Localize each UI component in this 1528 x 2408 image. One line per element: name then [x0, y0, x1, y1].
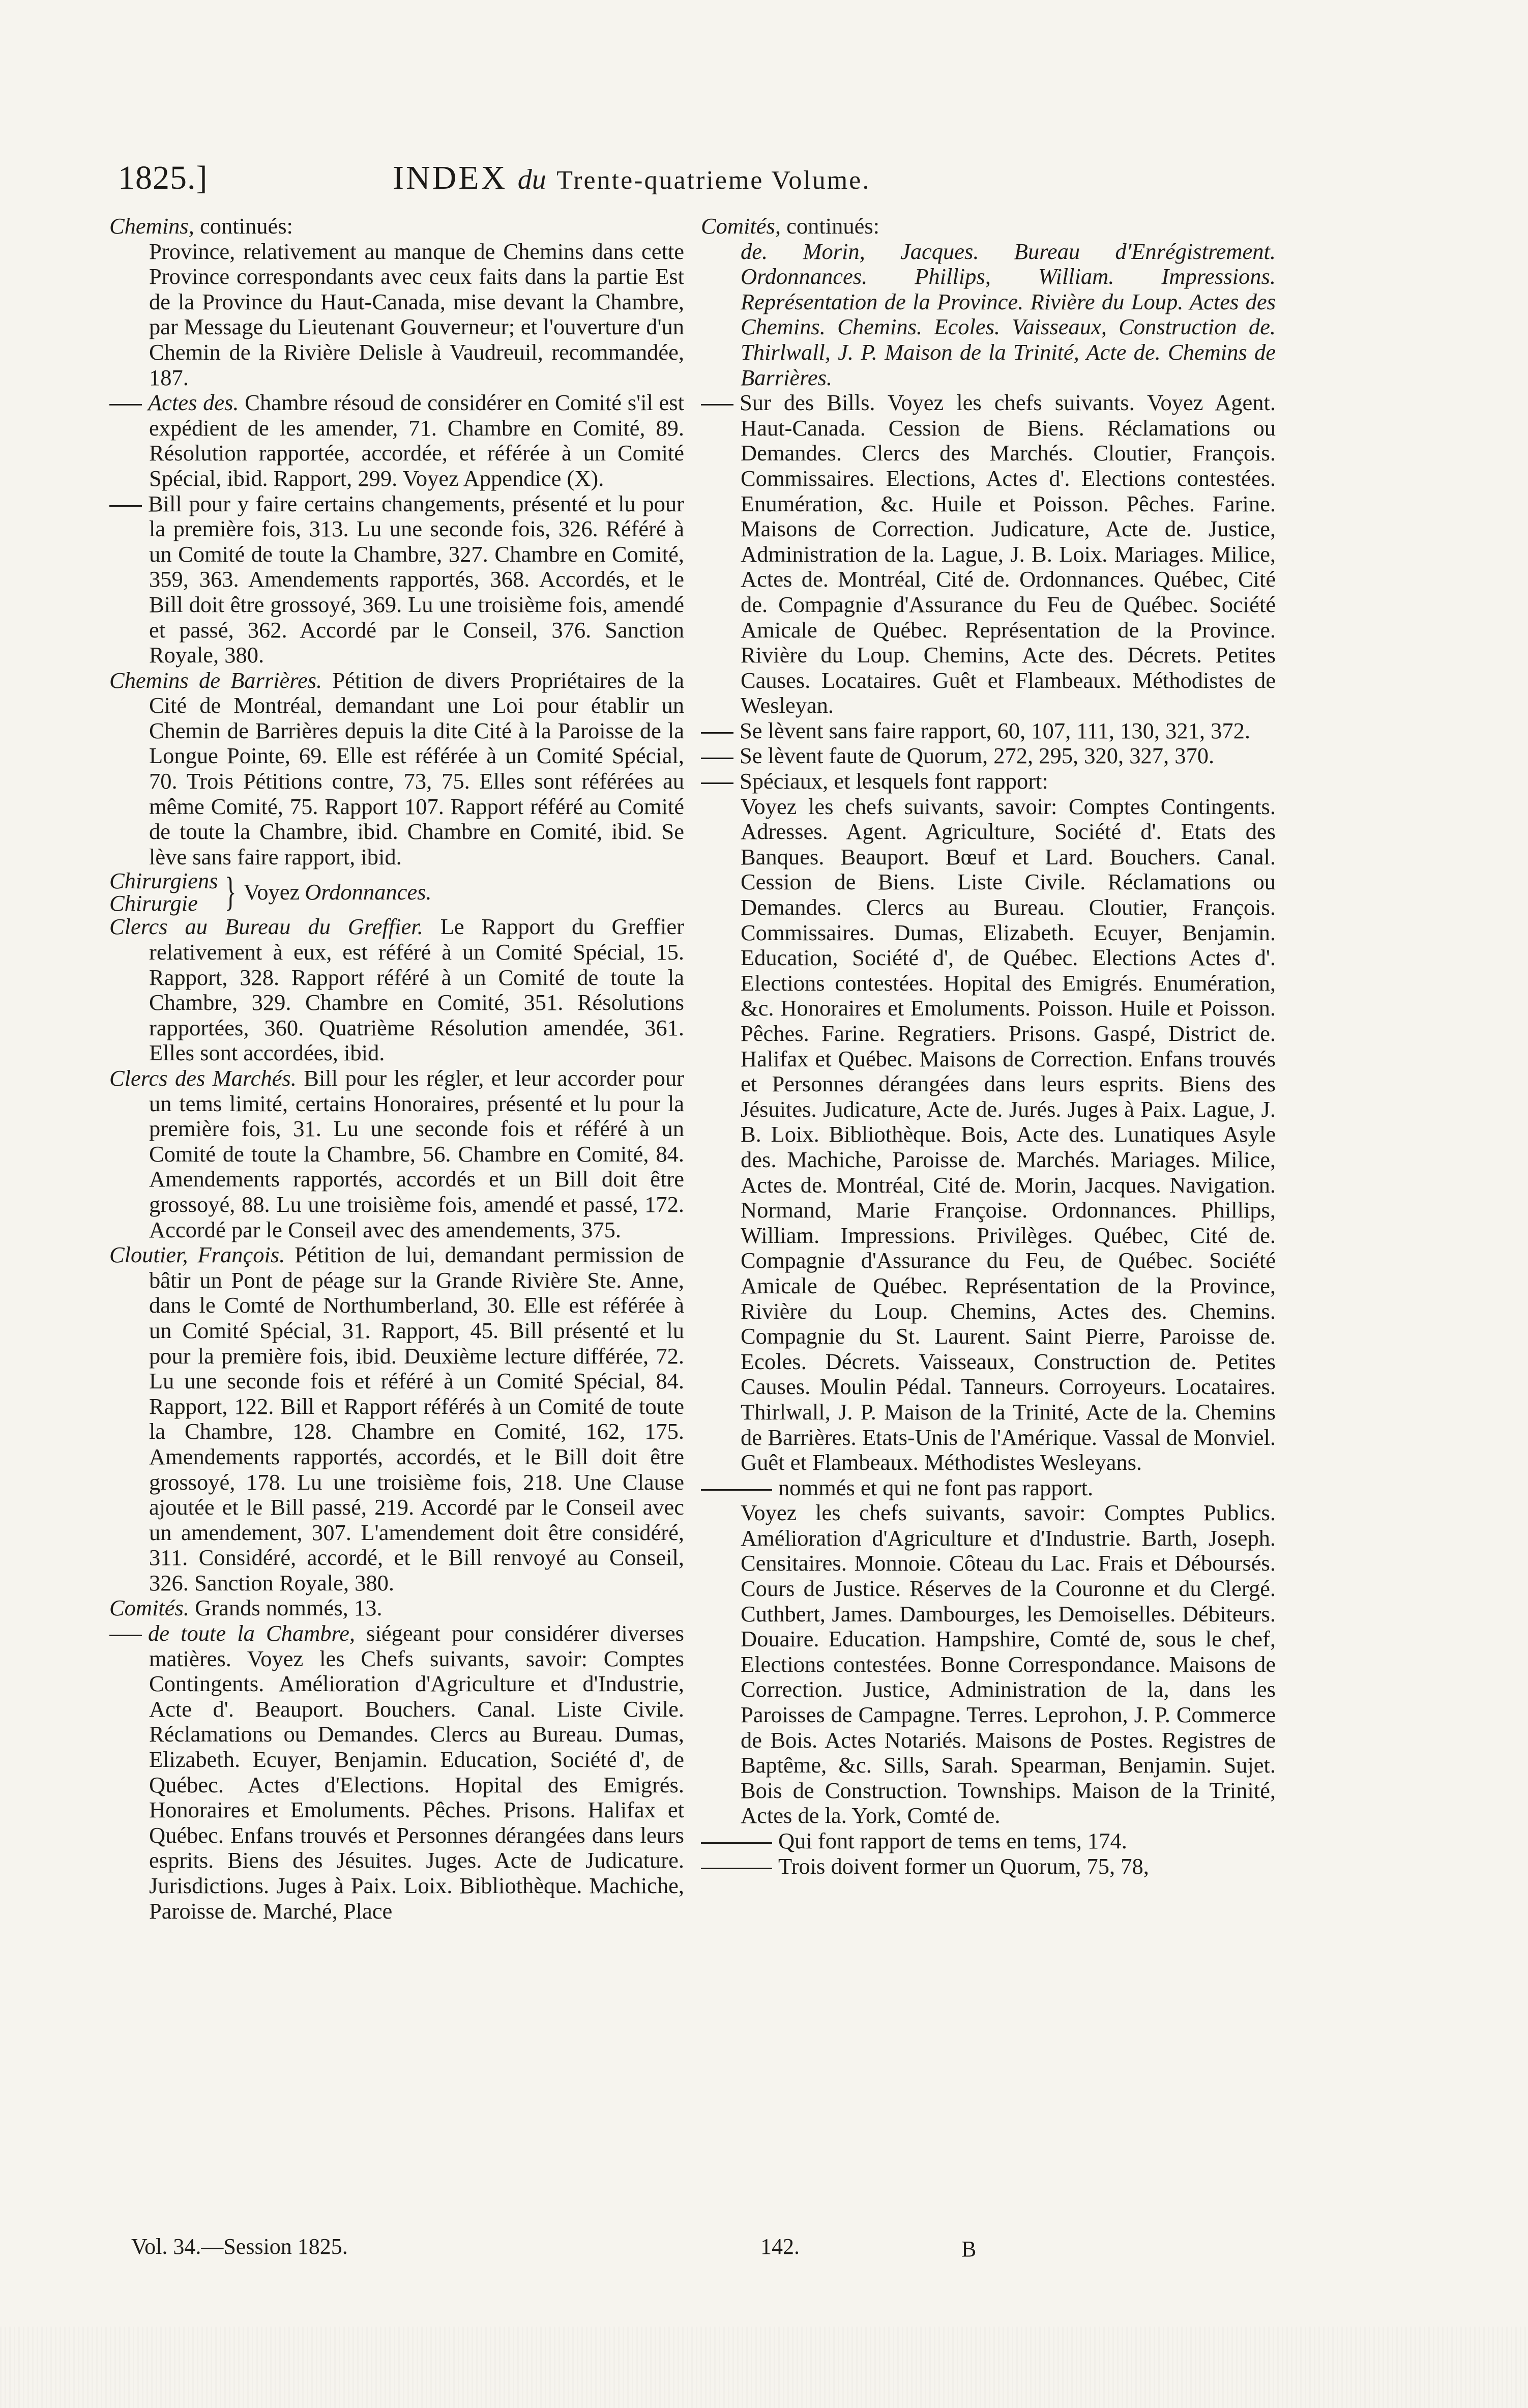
dash-rule: [109, 505, 142, 507]
page-header: [118, 159, 1278, 215]
title-du: du: [517, 164, 546, 195]
entry-comites-cont: [701, 214, 1276, 239]
brace-names: [109, 869, 218, 914]
double-dash-rule: [701, 1868, 772, 1869]
entry-head: Comités,: [701, 214, 781, 239]
entry-text: Se lèvent sans faire rapport, 60, 107, 111, 130, 321, 372.: [740, 717, 1250, 743]
entry-nommes: [701, 1475, 1276, 1501]
entry-head: Clercs au Bureau du Greffier.: [109, 914, 423, 940]
entry-cont: continués:: [781, 214, 880, 239]
entry-text: Pétition de divers Propriétaires de la Cité de Montréal, demandant une Loi pour établir un Chemin de Barrières depuis la dite Cité à la Paroisse de la Longue Pointe, 69. Elle est référée à un Comité Spécial, 70. Trois Pétitions contre, 73, 75. Elles sont référées au même Comité, 75. Rapport 107. Rapport référé au Comité de toute la Chambre, ibid. Chambre en Comité, ibid. Se lève sans faire rapport, ibid.: [149, 667, 684, 869]
entry-cloutier: [109, 1242, 684, 1595]
entry-head: Cloutier, François.: [109, 1242, 285, 1268]
entry-speciaux: [701, 769, 1276, 794]
footer-number: 142.: [760, 2234, 800, 2259]
signature-mark: B: [961, 2237, 977, 2261]
entry-text: nommés et qui ne font pas rapport.: [778, 1474, 1094, 1500]
entry-head: Chemins de Barrières.: [109, 667, 322, 693]
left-column: [109, 214, 684, 2244]
entry-comites: [109, 1595, 684, 1621]
chirurgiens-label: Chirurgiens: [109, 868, 218, 894]
entry-text: siégeant pour considérer diverses matières. Voyez les Chefs suivants, savoir: Comptes Contingents. Amélioration d'Agriculture et d'Industrie, Acte d'. Beauport. Bouchers. Canal. Liste Civile. Réclamations ou Demandes. Clercs au Bureau. Dumas, Elizabeth. Ecuyer, Benjamin. Education, Société d', de Québec. Actes d'Elections. Hopital des Emigrés. Honoraires et Emoluments. Pêches. Prisons. Halifax et Québec. Enfans trouvés et Personnes dérangées dans leurs esprits. Biens des Jésuites. Juges. Acte de Judicature. Jurisdictions. Juges à Paix. Loix. Bibliothèque. Machiche, Paroisse de. Marché, Place: [149, 1620, 684, 1924]
entry-speciaux-list: Voyez les chefs suivants, savoir: Comptes Contingents. Adresses. Agent. Agriculture, Société d'. Etats des Banques. Beauport. Bœuf et Lard. Bouchers. Canal. Cession de Biens. Liste Civile. Réclamations ou Demandes. Clercs au Bureau. Cloutier, François. Commissaires. Dumas, Elizabeth. Ecuyer, Benjamin. Education, Société d', de Québec. Elections Actes d'. Elections contestées. Hopital des Emigrés. Enumération, &c. Honoraires et Emoluments. Poisson. Huile et Poisson. Pêches. Farine. Regratiers. Prisons. Gaspé, District de. Halifax et Québec. Maisons de Correction. Enfans trouvés et Personnes dérangées dans leurs esprits. Biens des Jésuites. Judicature, Acte de. Jurés. Juges à Paix. Lague, J. B. Loix. Bibliothèque. Bois, Acte des. Lunatiques Asyle des. Machiche, Paroisse de. Marchés. Mariages. Milice, Actes de. Montréal, Cité de. Morin, Jacques. Navigation. Normand, Marie Françoise. Ordonnances. Phillips, William. Impressions. Privilèges. Québec, Cité de. Compagnie d'Assurance du Feu, de Québec. Société Amicale de Québec. Représentation de la Province, Rivière du Loup. Chemins, Actes des. Chemins. Compagnie du St. Laurent. Saint Pierre, Paroisse de. Ecoles. Décrets. Vaisseaux, Construction de. Petites Causes. Moulin Pédal. Tanneurs. Corroyeurs. Locataires. Thirlwall, J. P. Maison de la Trinité, Acte de la. Chemins de Barrières. Etats-Unis de l'Amérique. Vassal de Monviel. Guêt et Flambeaux. Méthodistes Wesleyans.: [741, 793, 1276, 1475]
entry-text: Bill pour les régler, et leur accorder pour un tems limité, certains Honoraires, présenté et lu pour la première fois, 31. Lu une seconde fois et référé à un Comité de toute la Chambre, 56. Chambre en Comité, 84. Amendements rapportés, accordés et un Bill doit être grossoyé, 88. Lu une troisième fois, amendé et passé, 172. Accordé par le Conseil avec des amendements, 375.: [149, 1065, 684, 1242]
double-dash-rule: [701, 1842, 772, 1844]
entry-toute-chambre: [109, 1621, 684, 1924]
title-main: INDEX: [393, 159, 508, 196]
entry-bill: [109, 491, 684, 668]
entry-text: Bill pour y faire certains changements, présenté et lu pour la première fois, 313. Lu une seconde fois, 326. Référé à un Comité de toute la Chambre, 327. Chambre en Comité, 359, 363. Amendements rapportés, 368. Accordés, et le Bill doit être grossoyé, 369. Lu une troisième fois, amendé et passé, 362. Accordé par le Conseil, 376. Sanction Royale, 380.: [148, 490, 684, 668]
entry-chemins-cont: [109, 214, 684, 239]
brace-icon: }: [225, 869, 237, 915]
dash-rule: [701, 782, 733, 784]
entry-text: Se lèvent faute de Quorum, 272, 295, 320, 327, 370.: [740, 743, 1215, 769]
ordonnances-label: Ordonnances.: [305, 879, 432, 905]
entry-se-levent: [701, 718, 1276, 744]
dash-rule: [109, 1635, 142, 1636]
entry-clercs-marches: [109, 1066, 684, 1242]
entry-text: Chambre résoud de considérer en Comité s'il est expédient de les amender, 71. Chambre en Comité, 89. Résolution rapportée, accordée, et référée à un Comité Spécial, ibid. Rapport, 299. Voyez Appendice (X).: [149, 390, 684, 491]
right-column: [701, 214, 1276, 2244]
entry-bills: [701, 390, 1276, 718]
entry-trois: [701, 1854, 1276, 1879]
entry-head: Chemins,: [109, 214, 194, 239]
entry-text: Sur des Bills. Voyez les chefs suivants. Voyez Agent. Haut-Canada. Cession de Biens. Réclamations ou Demandes. Clercs des Marchés. Cloutier, François. Commissaires. Elections, Actes d'. Elections contestées. Enumération, &c. Huile et Poisson. Pêches. Farine. Maisons de Correction. Judicature, Acte de. Justice, Administration de la. Lague, J. B. Loix. Mariages. Milice, Actes de. Montréal, Cité de. Ordonnances. Québec, Cité de. Compagnie d'Assurance du Feu de Québec. Société Amicale de Québec. Représentation de la Province. Rivière du Loup. Chemins, Acte des. Décrets. Petites Causes. Locataires. Guêt et Flambeaux. Méthodistes de Wesleyan.: [740, 390, 1276, 718]
entry-text: Trois doivent former un Quorum, 75, 78,: [778, 1853, 1149, 1879]
entry-quorum: [701, 743, 1276, 769]
dash-rule: [109, 404, 142, 405]
entry-head: de toute la Chambre,: [148, 1620, 356, 1646]
entry-chemins-text: Province, relativement au manque de Chemins dans cette Province correspondants avec ceux faits dans la partie Est de la Province du Haut-Canada, mise devant la Chambre, par Message du Lieutenant Gouverneur; et l'ouverture d'un Chemin de la Rivière Delisle à Vaudreuil, recommandée, 187.: [149, 238, 684, 390]
entry-text: Le Rapport du Greffier relativement à eux, est référé à un Comité Spécial, 15. Rapport, 328. Rapport référé à un Comité de toute la Chambre, 329. Chambre en Comité, 351. Résolutions rapportées, 360. Quatrième Résolution amendée, 361. Elles sont accordées, ibid.: [149, 914, 684, 1066]
entry-chemins-barrieres: [109, 668, 684, 870]
entry-text: Pétition de lui, demandant permission de bâtir un Pont de péage sur la Grande Rivière Ste. Anne, dans le Comté de Northumberland, 30. Elle est référée à un Comité Spécial, 31. Rapport, 45. Bill présenté et lu pour la première fois, ibid. Deuxième lecture différée, 72. Lu une seconde fois et référé à un Comité Spécial, 84. Rapport, 122. Bill et Rapport référés à un Comité de toute la Chambre, 128. Chambre en Comité, 162, 175. Amendements rapportés, accordés, et le Bill doit être grossoyé, 178. Lu une troisième fois, 218. Une Clause ajoutée et le Bill passé, 219. Accordé par le Conseil avec un amendement, 307. L'amendement doit être considéré, 311. Considéré, accordé, et le Bill renvoyé au Conseil, 326. Sanction Royale, 380.: [149, 1242, 684, 1595]
dash-rule: [701, 732, 733, 734]
voyez-label: Voyez: [243, 879, 300, 905]
entry-text: Qui font rapport de tems en tems, 174.: [778, 1828, 1127, 1853]
entry-text: Grands nommés, 13.: [189, 1595, 383, 1621]
footer-volume: Vol. 34.—Session 1825.: [131, 2234, 348, 2259]
page-title: [393, 159, 870, 197]
entry-clercs-greffier: [109, 914, 684, 1066]
dash-rule: [701, 404, 733, 405]
page-year: 1825.]: [118, 159, 208, 196]
entry-cont: continués:: [194, 214, 293, 239]
double-dash-rule: [701, 1489, 772, 1491]
entry-comites-cont-text: de. Morin, Jacques. Bureau d'Enrégistrement. Ordonnances. Phillips, William. Impressions. Représentation de la Province. Rivière du Loup. Actes des Chemins. Chemins. Ecoles. Vaisseaux, Construction de. Thirlwall, J. P. Maison de la Trinité, Acte de. Chemins de Barrières.: [741, 238, 1276, 390]
entry-head: Actes des.: [148, 390, 239, 416]
title-rest: Trente-quatrieme Volume.: [556, 166, 871, 195]
entry-text: Spéciaux, et lesquels font rapport:: [740, 768, 1048, 794]
dash-rule: [701, 758, 733, 759]
chirurgie-label: Chirurgie: [109, 890, 198, 916]
entry-nommes-list: Voyez les chefs suivants, savoir: Comptes Publics. Amélioration d'Agriculture et d'Industrie. Barth, Joseph. Censitaires. Monnoie. Côteau du Lac. Frais et Déboursés. Cours de Justice. Réserves de la Couronne et du Clergé. Cuthbert, James. Dambourges, les Demoiselles. Débiteurs. Douaire. Education. Hampshire, Comté de, sous le chef, Elections contestées. Bonne Correspondance. Maisons de Correction. Justice, Administration de la, dans les Paroisses de Campagne. Terres. Leprohon, J. P. Commerce de Bois. Actes Notariés. Maisons de Postes. Registres de Baptême, &c. Sills, Sarah. Spearman, Benjamin. Sujet. Bois de Construction. Townships. Maison de la Trinité, Actes de la. York, Comté de.: [741, 1500, 1276, 1829]
paper-texture: [0, 2327, 1528, 2408]
entry-head: Clercs des Marchés.: [109, 1065, 297, 1091]
entry-actes-des: [109, 390, 684, 491]
entry-chirurgiens: [109, 869, 684, 914]
entry-tems: [701, 1829, 1276, 1854]
entry-head: Comités.: [109, 1595, 189, 1621]
